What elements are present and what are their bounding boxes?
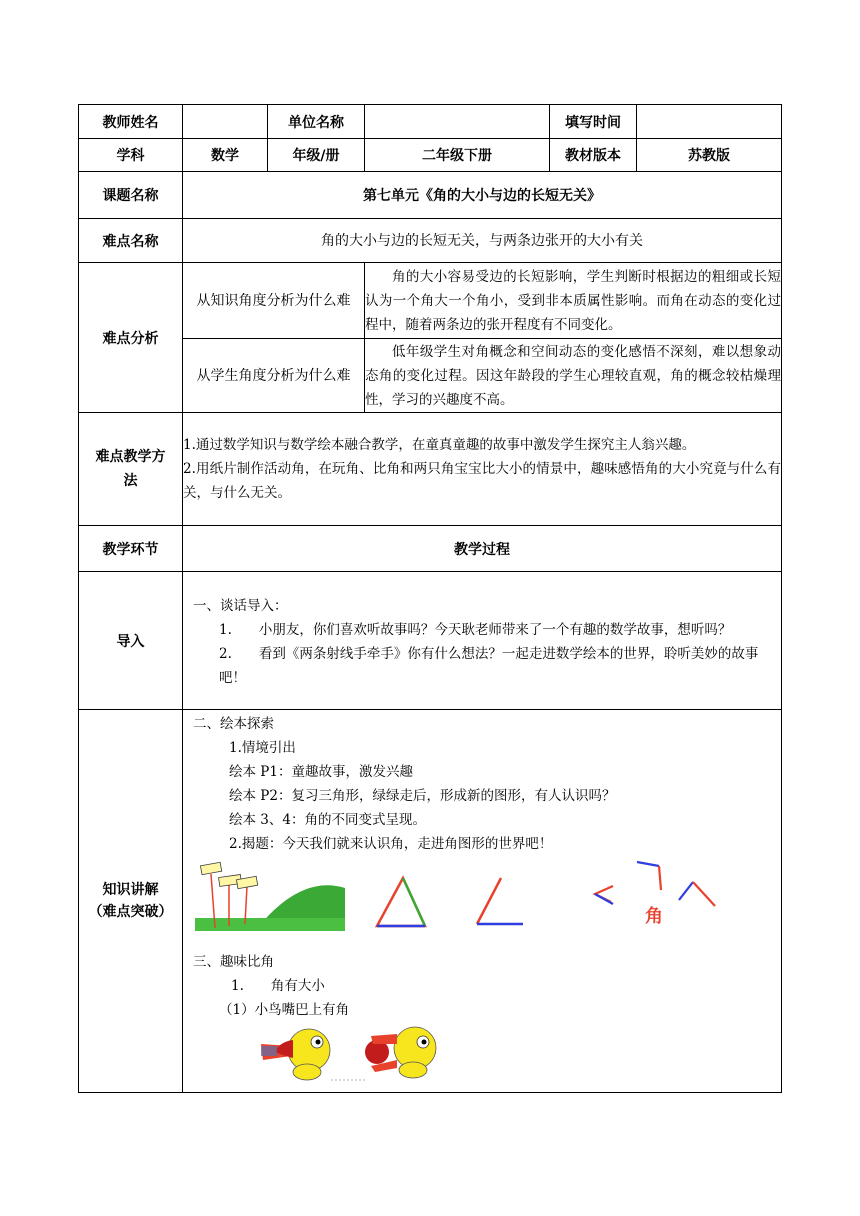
triangle-shape <box>377 878 425 926</box>
intro-label: 导入 <box>79 572 183 710</box>
bird-with-big-angle <box>365 1027 436 1078</box>
angle-character: 角 <box>645 906 663 927</box>
section3-title: 三、趣味比角 <box>193 954 274 970</box>
angle-variants <box>595 862 715 906</box>
knowledge-sublabel: （难点突破） <box>88 904 173 920</box>
knowledge-row <box>79 710 782 1093</box>
picture-book-illustrations <box>193 856 773 936</box>
method-row <box>79 413 782 526</box>
intro-content <box>183 572 782 710</box>
student-angle-label: 从学生角度分析为什么难 <box>183 339 365 413</box>
section2-line-1: 1.情境引出 <box>229 740 296 756</box>
angle-shape <box>477 878 523 924</box>
edition-label: 教材版本 <box>550 139 637 172</box>
grade-label: 年级/册 <box>268 139 365 172</box>
header-row-2 <box>79 139 782 172</box>
intro-row <box>79 572 782 710</box>
lesson-plan-page <box>78 104 781 1093</box>
lesson-plan-table <box>78 104 782 1093</box>
hill-scene-image <box>195 862 345 931</box>
analysis-row-knowledge <box>79 263 782 339</box>
topic-row <box>79 172 782 219</box>
teacher-label: 教师姓名 <box>79 105 183 139</box>
intro-item-2: 2. 看到《两条射线手牵手》你有什么想法？一起走进数学绘本的世界，聆听美妙的故事吧！ <box>219 646 759 686</box>
analysis-row-student <box>79 339 782 413</box>
knowledge-angle-text: 角的大小容易受边的长短影响，学生判断时根据边的粗细或长短认为一个角大一个角小，受到非本质属性影响。而角在动态的变化过程中，随着两条边的张开程度有不同变化。 <box>365 263 782 339</box>
topic-label: 课题名称 <box>79 172 183 219</box>
unit-label: 单位名称 <box>268 105 365 139</box>
analysis-label: 难点分析 <box>79 263 183 413</box>
grade-value: 二年级下册 <box>365 139 550 172</box>
section2-title: 二、绘本探索 <box>193 716 274 732</box>
topic-value: 第七单元《角的大小与边的长短无关》 <box>183 172 782 219</box>
bird-with-small-angle <box>261 1029 330 1080</box>
knowledge-label: 知识讲解 <box>102 882 159 898</box>
section2-line-2: 绘本 P1：童趣故事，激发兴趣 <box>229 764 413 780</box>
section2-line-3: 绘本 P2：复习三角形，绿绿走后，形成新的图形，有人认识吗？ <box>229 788 616 804</box>
difficulty-row <box>79 219 782 263</box>
intro-title: 一、谈话导入： <box>193 598 288 614</box>
bird-pair-image <box>251 1022 511 1084</box>
section2-line-5: 2.揭题：今天我们就来认识角，走进角图形的世界吧！ <box>229 836 553 852</box>
unit-value <box>365 105 550 139</box>
bird-illustrations <box>193 1022 773 1084</box>
difficulty-label: 难点名称 <box>79 219 183 263</box>
method-line-1: 1.通过数学知识与数学绘本融合教学，在童真童趣的故事中激发学生探究主人翁兴趣。 <box>183 437 696 453</box>
intro-item-1: 1. 小朋友，你们喜欢听故事吗？今天耿老师带来了一个有趣的数学故事，想听吗？ <box>219 622 732 638</box>
section3-line-1: 1. 角有大小 <box>231 978 325 994</box>
knowledge-angle-label: 从知识角度分析为什么难 <box>183 263 365 339</box>
process-content-label: 教学过程 <box>183 526 782 572</box>
section3-line-2: （1）小鸟嘴巴上有角 <box>219 1002 350 1018</box>
teacher-value <box>183 105 268 139</box>
method-content <box>183 413 782 526</box>
knowledge-label-cell <box>79 710 183 1093</box>
date-value <box>637 105 782 139</box>
edition-value: 苏教版 <box>637 139 782 172</box>
date-label: 填写时间 <box>550 105 637 139</box>
subject-value: 数学 <box>183 139 268 172</box>
knowledge-content <box>183 710 782 1093</box>
difficulty-value: 角的大小与边的长短无关，与两条边张开的大小有关 <box>183 219 782 263</box>
section2-line-4: 绘本 3、4：角的不同变式呈现。 <box>229 812 426 828</box>
illustration-strip <box>195 856 795 936</box>
process-stage-label: 教学环节 <box>79 526 183 572</box>
student-angle-text: 低年级学生对角概念和空间动态的变化感悟不深刻，难以想象动态角的变化过程。因这年龄段的学生心理较直观，角的概念较枯燥理性，学习的兴趣度不高。 <box>365 339 782 413</box>
subject-label: 学科 <box>79 139 183 172</box>
method-label: 难点教学方法 <box>79 413 183 526</box>
header-row-1 <box>79 105 782 139</box>
method-line-2: 2.用纸片制作活动角，在玩角、比角和两只角宝宝比大小的情景中，趣味感悟角的大小究竟与什么有关，与什么无关。 <box>183 461 781 501</box>
process-header-row <box>79 526 782 572</box>
